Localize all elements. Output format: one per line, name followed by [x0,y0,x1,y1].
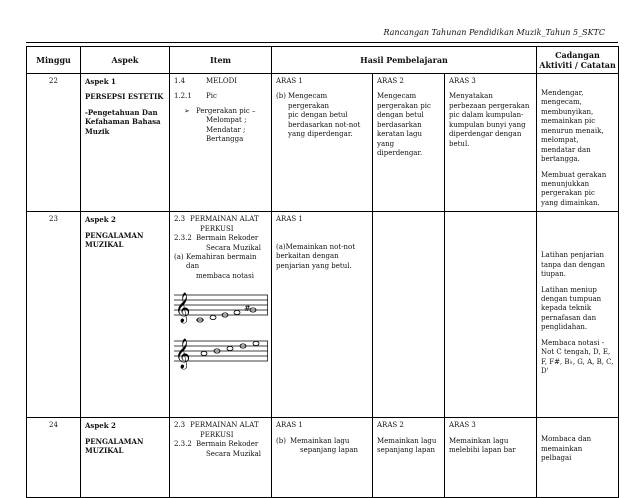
week-cell: 23 [27,212,81,418]
aras-text-line: Memainkan lagu [290,436,350,445]
cadangan-text: Latihan meniup dengan tumpuan kepada teknik pernafasan dan penglidahan. [541,285,602,332]
col-header-aspek: Aspek [81,47,170,74]
item-label: MELODI [206,77,238,85]
item-sublabel: membaca notasi [196,271,254,280]
aras-marker: (b) [276,92,286,101]
item-number: 1.4 [174,77,186,85]
aras-title: ARAS 1 [276,421,303,430]
item-subnumber: 1.2.1 [174,92,192,101]
aras-text: Memainkan lagu sepanjang lapan [377,436,437,455]
aras-title: ARAS 3 [449,77,476,85]
music-staff-notes-1 [174,285,268,325]
aras3-cell [445,418,537,498]
aras2-cell [373,418,445,498]
aras-text: (a)Memainkan not-not berkaitan dengan penjarian yang betul. [276,242,356,270]
header-rule [26,42,618,43]
aspek-cell [81,418,170,498]
bullet-subitem: Mendatar ; [206,125,246,134]
item-sublabel: Bermain Rekoder [196,234,259,243]
aras3-cell [445,74,537,212]
item-subnumber: 2.3.2 [174,440,192,449]
svg-text:#: # [244,304,251,314]
aspek-cell [81,212,170,418]
cadangan-text: Mendengar, mengecam, membunyikan, memainkan pic menurun menaik, melompat, mendatar dan bertangga. [541,89,604,164]
week-cell: 22 [27,74,81,212]
item-sublabel: Pic [206,92,217,101]
arrow-bullet-icon: ➢ [184,106,190,115]
aras1-cell [272,418,373,498]
aspek-cell [81,74,170,212]
cadangan-text: Mombaca dan memainkan pelbagai [541,435,592,463]
svg-text:𝄞: 𝄞 [175,293,191,324]
cadangan-text: Latihan penjarian tanpa dan dengan tiupan. [541,251,606,279]
week-cell: 24 [27,418,81,498]
aras-title: ARAS 1 [276,77,303,85]
cadangan-cell [537,74,619,212]
aras-text: Menyatakan perbezaan pergerakan pic dalam kumpulan-kumpulan bunyi yang diperdengar dengan betul. [449,92,530,148]
cadangan-text: Membuat gerakan menunjukkan pergerakan pic yang dimainkan. [541,170,607,207]
item-label: PERKUSI [200,224,234,233]
aras-text: Mengecam pergerakan pic dengan betul berdasarkan keratan lagu yang diperdengar. [377,92,431,158]
aras2-cell [373,74,445,212]
aras-text-line: Mengecam [288,92,328,101]
lesson-plan-table [26,46,619,498]
cadangan-text: Membaca notasi - Not C tengah, D, E, F, F#, B♭, G, A, B, C, D' [541,338,614,376]
aras-title: ARAS 1 [276,215,303,224]
item-label: PERMAINAN ALAT [190,421,259,430]
item-cell [170,212,272,418]
item-sublabel: Kemahiran bermain dan [186,253,257,271]
aras2-cell [373,212,445,418]
item-number: 2.3 [174,215,186,224]
item-label: PERKUSI [200,430,234,439]
item-label: PERMAINAN ALAT [190,215,259,224]
aras-title: ARAS 2 [377,421,404,430]
aras-text-line: pic dengan betul [288,111,348,120]
aras-text: Memainkan lagu melebihi lapan bar [449,436,516,455]
table-row [27,418,619,498]
col-header-minggu: Minggu [27,47,81,74]
aras-title: ARAS 2 [377,77,404,85]
item-sublabel: Secara Muzikal [206,243,262,252]
table-header-row [27,47,619,74]
aspek-detail: -Pengetahuan Dan Kefahaman Bahasa Muzik [85,107,161,136]
aras-text-line: berdasarkan not-not [288,120,361,129]
aras3-cell [445,212,537,418]
cadangan-cell [537,418,619,498]
aras-text-line: sepanjang lapan [300,446,359,455]
col-header-cadangan: Cadangan Aktiviti / Catatan [537,47,619,74]
item-marker: (a) [174,253,184,261]
aras-marker: (b) [276,436,286,445]
aspek-subtitle: PERSEPSI ESTETIK [85,92,164,102]
cadangan-cell [537,212,619,418]
aspek-title: Aspek 2 [85,215,116,225]
aspek-title: Aspek 1 [85,77,116,86]
item-number: 2.3 [174,421,186,430]
aspek-title: Aspek 2 [85,421,116,431]
col-header-hasil: Hasil Pembelajaran [272,47,537,74]
item-sublabel: Secara Muzikal [206,449,262,458]
aspek-subtitle: PENGALAMAN MUZIKAL [85,436,144,456]
bullet-subitem: Melompat ; [206,116,247,125]
col-header-item: Item [170,47,272,74]
aras1-cell [272,74,373,212]
table-row [27,74,619,212]
aras1-cell [272,212,373,418]
bullet-subitem: Bertangga [206,135,244,144]
svg-text:𝄞: 𝄞 [175,339,191,370]
music-staff-notes-2 [174,331,268,371]
aspek-subtitle: PENGALAMAN MUZIKAL [85,230,144,250]
item-cell [170,418,272,498]
bullet-text: Pergerakan pic – [196,106,256,115]
aras-title: ARAS 3 [449,421,476,430]
item-cell [170,74,272,212]
table-row [27,212,619,418]
item-subnumber: 2.3.2 [174,234,192,243]
aras-text-line: pergerakan [288,101,330,110]
document-header-title: Rancangan Tahunan Pendidikan Muzik_Tahun 5_SKTC [383,28,605,37]
item-sublabel: Bermain Rekoder [196,440,259,449]
aras-text-line: yang diperdengar. [288,130,353,139]
